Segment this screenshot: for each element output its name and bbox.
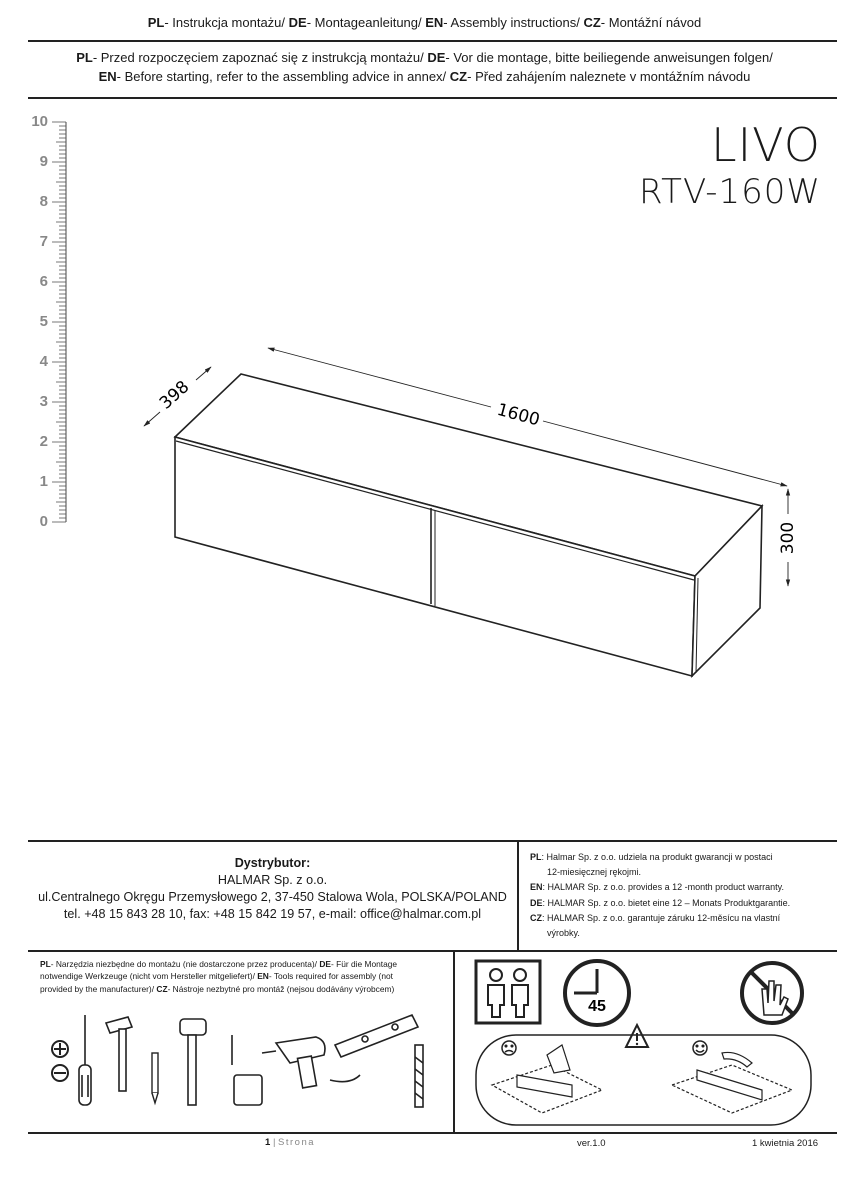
intro-divider <box>28 97 837 99</box>
sad-face-icon <box>502 1041 516 1055</box>
ruler-label: 4 <box>39 353 48 370</box>
distributor-company: HALMAR Sp. z o.o. <box>217 873 328 887</box>
ruler-label: 1 <box>39 473 48 490</box>
footer-top-divider <box>28 840 837 842</box>
pencil-icon <box>152 1053 158 1103</box>
tools-text: PL- Narzędzia niezbędne do montażu (nie dostarczone przez producenta)/ DE- Für die Montage notwendige Werkzeuge (nicht vom Hersteller mitgeliefert)/ EN- Tools required for assembly (not provided by the manufacturer)/ CZ- Nástroje nezbytné pro montáž (nejsou dodávány výrobcem) <box>40 959 398 994</box>
ruler-label: 9 <box>39 153 48 170</box>
date: 1 kwietnia 2016 <box>752 1138 819 1149</box>
no-children-icon <box>742 963 802 1023</box>
level-icon <box>335 1015 418 1057</box>
width-label: 1600 <box>494 399 542 431</box>
ruler-label: 8 <box>39 193 48 210</box>
clock-icon <box>565 961 629 1025</box>
screw-heads-icon <box>52 1041 68 1081</box>
ruler-label: 5 <box>39 313 48 330</box>
correct-floor-assembly-icon <box>672 1052 792 1113</box>
mallet-icon <box>180 1019 206 1105</box>
intro-text: PL- Przed rozpoczęciem zapoznać się z instrukcją montażu/ DE- Vor die montage, bitte beiliegende anweisungen folgen/ EN- Before starting, refer to the assembling advice in annex/ CZ- Před zahájením naleznete v montážním návodu <box>76 50 773 84</box>
header-divider <box>28 40 837 42</box>
distributor-vertical-divider <box>517 841 519 951</box>
height-label: 300 <box>778 521 798 555</box>
ruler-label: 10 <box>31 113 48 130</box>
ruler-label: 2 <box>39 433 48 450</box>
hammer-icon <box>106 1017 132 1091</box>
product-model: RTV-160W <box>639 172 821 212</box>
distributor-heading: Dystrybutor: <box>234 856 311 870</box>
tools-top-divider <box>28 950 837 952</box>
assembly-notices <box>462 955 837 1130</box>
version: ver.1.0 <box>577 1138 606 1149</box>
product-name: LIVO <box>710 118 821 172</box>
ruler <box>0 100 80 540</box>
page-number: 1 | Strona <box>265 1137 316 1148</box>
cabinet-drawing <box>120 330 820 690</box>
screwdriver-icon <box>79 1015 91 1105</box>
distributor-contact: tel. +48 15 843 28 10, fax: +48 15 842 19 57, e-mail: office@halmar.com.pl <box>63 907 482 921</box>
ruler-label: 6 <box>39 273 48 290</box>
ruler-label: 7 <box>39 233 48 250</box>
two-persons-icon <box>476 961 540 1023</box>
warranty-block: PL: Halmar Sp. z o.o. udziela na produkt gwarancji w postaci 12-miesięcznej rękojmi. EN: HALMAR Sp. z o.o. provides a 12 -month product warranty. DE: HALMAR Sp. z o.o. bietet eine 12 – Monats Produktgarantie. CZ: HALMAR Sp. z o.o. garantuje záruku 12-měsícu na vlastní výrobky. <box>530 852 791 939</box>
happy-face-icon <box>693 1041 707 1055</box>
tape-measure-icon <box>232 1035 262 1105</box>
document-title: PL- Instrukcja montażu/ DE- Montageanleitung/ EN- Assembly instructions/ CZ- Montážní návod <box>147 15 702 30</box>
ruler-label: 3 <box>39 393 48 410</box>
warning-icon <box>626 1025 648 1047</box>
tools-illustration <box>40 1005 450 1125</box>
distributor-block <box>28 855 517 923</box>
tools-vertical-divider <box>453 951 455 1132</box>
ruler-label: 0 <box>39 513 48 530</box>
depth-label: 398 <box>155 376 194 414</box>
footer-bottom-divider <box>28 1132 837 1134</box>
drill-bit-icon <box>415 1045 423 1107</box>
distributor-address: ul.Centralnego Okręgu Przemysłowego 2, 37-450 Stalowa Wola, POLSKA/POLAND <box>38 890 507 904</box>
assembly-time: 45 <box>588 998 606 1015</box>
